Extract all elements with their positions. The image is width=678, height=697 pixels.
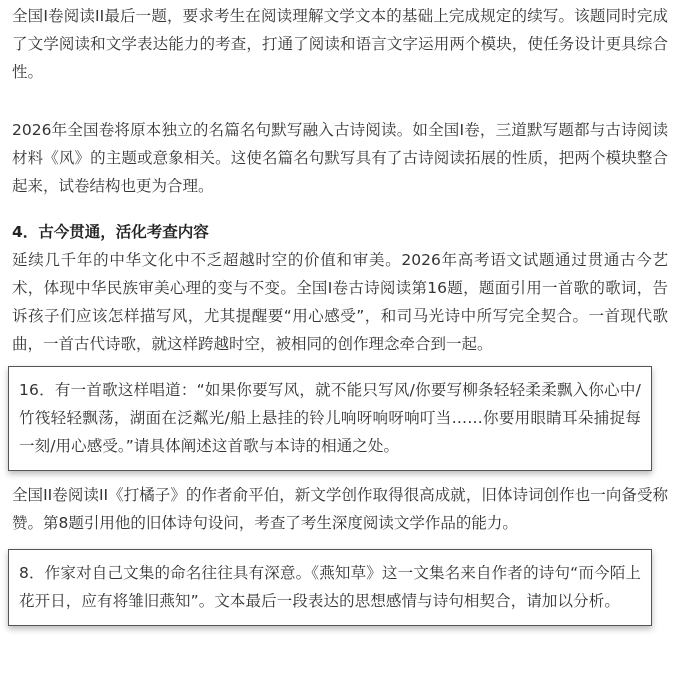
exam-question-8-text: 8．作家对自己文集的命名往往具有深意。《燕知草》这一文集名来自作者的诗句“而今陌上花开日，应有将雏旧燕知”。文本最后一段表达的思想感情与诗句相契合，请加以分析。 <box>19 564 641 610</box>
article-body <box>12 2 668 626</box>
paragraph-continuation-writing: 全国I卷阅读II最后一题，要求考生在阅读理解文学文本的基础上完成规定的续写。该题同时完成了文学阅读和文学表达能力的考查，打通了阅读和语言文字运用两个模块，使任务设计更具综合性。 <box>12 7 668 81</box>
paragraph-ancient-modern: 延续几千年的中华文化中不乏超越时空的价值和审美。2026年高考语文试题通过贯通古今艺术，体现中华民族审美心理的变与不变。全国I卷古诗阅读第16题，题面引用一首歌的歌词，告诉孩子们应该怎样描写风，尤其提醒要“用心感受”，和司马光诗中所写完全契合。一首现代歌曲，一首古代诗歌，就这样跨越时空，被相同的创作理念牵合到一起。 <box>12 251 668 353</box>
paragraph-yu-pingbo: 全国II卷阅读II《打橘子》的作者俞平伯，新文学创作取得很高成就，旧体诗词创作也一向备受称赞。第8题引用他的旧体诗句设问，考查了考生深度阅读文学作品的能力。 <box>12 486 668 532</box>
paragraph-dictation-integration: 2026年全国卷将原本独立的名篇名句默写融入古诗阅读。如全国I卷，三道默写题都与古诗阅读材料《风》的主题或意象相关。这使名篇名句默写具有了古诗阅读拓展的性质，把两个模块整合起来，试卷结构也更为合理。 <box>12 121 668 195</box>
exam-question-box-8 <box>8 549 652 626</box>
exam-question-box-16 <box>8 366 652 471</box>
exam-question-16-text: 16．有一首歌这样唱道：“如果你要写风，就不能只写风/你要写柳条轻轻柔柔飘入你心中/竹筏轻轻飘荡，湖面在泛粼光/船上悬挂的铃儿响呀响呀响叮当……你要用眼睛耳朵捕捉每一刻/用心感受。”请具体阐述这首歌与本诗的相通之处。 <box>19 381 641 455</box>
section-heading: 4．古今贯通，活化考查内容 <box>12 223 209 241</box>
